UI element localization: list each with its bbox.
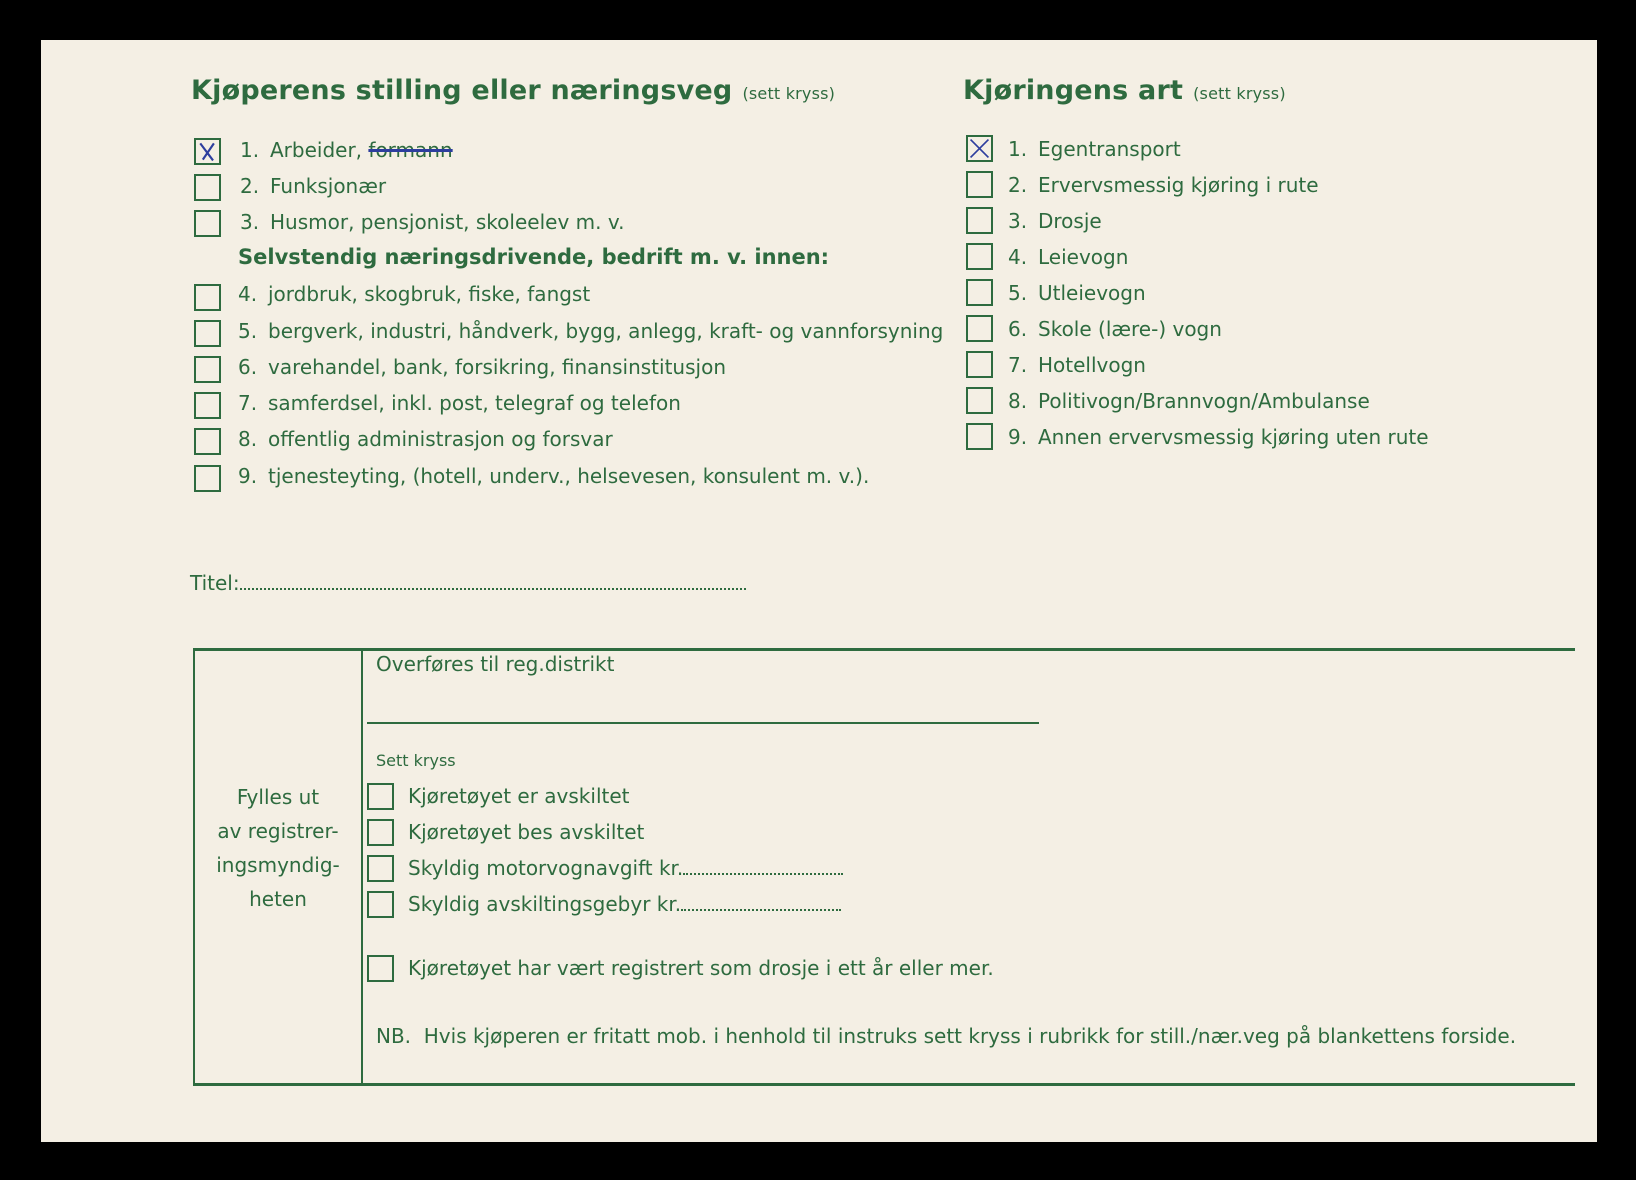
item-label: tjenesteyting, (hotell, underv., helsevesen, konsulent m. v.). bbox=[268, 464, 870, 488]
item-label: Funksjonær bbox=[270, 174, 387, 198]
box-top-border bbox=[193, 648, 1575, 651]
driving-item-5 bbox=[1008, 281, 1146, 305]
occupation-checkbox-6[interactable] bbox=[194, 356, 221, 383]
driving-item-1 bbox=[1008, 137, 1181, 161]
item-label: varehandel, bank, forsikring, finansinstitusjon bbox=[268, 355, 726, 379]
occupation-item-1 bbox=[240, 138, 453, 162]
plate-fee-label: Skyldig avskiltingsgebyr kr. bbox=[408, 892, 682, 916]
request-deregister-label: Kjøretøyet bes avskiltet bbox=[408, 820, 645, 844]
driving-item-4 bbox=[1008, 245, 1128, 269]
heading-text: Kjøperens stilling eller næringsveg bbox=[191, 75, 733, 106]
item-label: samferdsel, inkl. post, telegraf og telefon bbox=[268, 391, 681, 415]
item-label: Husmor, pensjonist, skoleelev m. v. bbox=[270, 210, 625, 234]
deregistered-label: Kjøretøyet er avskiltet bbox=[408, 784, 630, 808]
item-number: 4. bbox=[1008, 245, 1028, 269]
item-number: 1. bbox=[240, 138, 260, 162]
side-label-line: heten bbox=[249, 887, 307, 911]
driving-item-7 bbox=[1008, 353, 1146, 377]
self-employed-subheading: Selvstendig næringsdrivende, bedrift m. v. innen: bbox=[238, 245, 830, 269]
driving-checkbox-3[interactable] bbox=[966, 207, 993, 234]
check-mark-icon bbox=[968, 137, 991, 160]
item-label: Arbeider, bbox=[270, 138, 369, 162]
item-number: 1. bbox=[1008, 137, 1028, 161]
buyer-occupation-heading bbox=[191, 75, 835, 106]
driving-checkbox-8[interactable] bbox=[966, 387, 993, 414]
nb-note bbox=[376, 1024, 1516, 1048]
occupation-checkbox-7[interactable] bbox=[194, 392, 221, 419]
plate-fee-field[interactable] bbox=[408, 892, 841, 916]
item-label: jordbruk, skogbruk, fiske, fangst bbox=[268, 282, 591, 306]
item-number: 5. bbox=[238, 319, 258, 343]
item-label: Egentransport bbox=[1038, 137, 1181, 161]
item-label: Drosje bbox=[1038, 209, 1102, 233]
driving-item-2 bbox=[1008, 173, 1319, 197]
item-label: Ervervsmessig kjøring i rute bbox=[1038, 173, 1319, 197]
vehicle-tax-dotted-line bbox=[683, 857, 843, 875]
plate-fee-checkbox[interactable] bbox=[367, 891, 394, 918]
item-number: 6. bbox=[1008, 317, 1028, 341]
heading-text: Kjøringens art bbox=[963, 75, 1184, 106]
driving-item-8 bbox=[1008, 389, 1370, 413]
title-field[interactable] bbox=[190, 571, 746, 595]
driving-checkbox-9[interactable] bbox=[966, 423, 993, 450]
registry-side-label bbox=[195, 780, 361, 916]
item-label: Politivogn/Brannvogn/Ambulanse bbox=[1038, 389, 1370, 413]
driving-checkbox-6[interactable] bbox=[966, 315, 993, 342]
item-number: 8. bbox=[238, 427, 258, 451]
heading-note: (sett kryss) bbox=[742, 84, 836, 103]
occupation-item-2 bbox=[240, 174, 386, 198]
item-label: Skole (lære-) vogn bbox=[1038, 317, 1222, 341]
item-label: bergverk, industri, håndverk, bygg, anlegg, kraft- og vannforsyning bbox=[268, 319, 944, 343]
sett-kryss-label: Sett kryss bbox=[376, 751, 456, 770]
driving-item-3 bbox=[1008, 209, 1102, 233]
item-number: 7. bbox=[238, 391, 258, 415]
item-number: 6. bbox=[238, 355, 258, 379]
occupation-item-5 bbox=[238, 319, 943, 343]
item-label: offentlig administrasjon og forsvar bbox=[268, 427, 613, 451]
occupation-checkbox-4[interactable] bbox=[194, 284, 221, 311]
item-number: 7. bbox=[1008, 353, 1028, 377]
side-label-line: Fylles ut bbox=[236, 785, 320, 809]
occupation-checkbox-3[interactable] bbox=[194, 210, 221, 237]
driving-item-9 bbox=[1008, 425, 1429, 449]
request-deregister-checkbox[interactable] bbox=[367, 819, 394, 846]
driving-item-6 bbox=[1008, 317, 1222, 341]
driving-checkbox-5[interactable] bbox=[966, 279, 993, 306]
driving-checkbox-2[interactable] bbox=[966, 171, 993, 198]
taxi-registered-checkbox[interactable] bbox=[367, 955, 394, 982]
occupation-checkbox-9[interactable] bbox=[194, 465, 221, 492]
title-dotted-line bbox=[240, 572, 746, 590]
item-label: Leievogn bbox=[1038, 245, 1129, 269]
item-label: Utleievogn bbox=[1038, 281, 1146, 305]
item-number: 3. bbox=[240, 210, 260, 234]
nb-label: NB. bbox=[376, 1024, 412, 1048]
title-label: Titel: bbox=[190, 571, 240, 595]
side-label-line: av registrer- bbox=[217, 819, 339, 843]
vehicle-tax-checkbox[interactable] bbox=[367, 855, 394, 882]
side-label-line: ingsmyndig- bbox=[216, 853, 340, 877]
plate-fee-dotted-line bbox=[681, 893, 841, 911]
occupation-item-4 bbox=[238, 282, 590, 306]
driving-checkbox-7[interactable] bbox=[966, 351, 993, 378]
item-label: Annen ervervsmessig kjøring uten rute bbox=[1038, 425, 1429, 449]
item-number: 4. bbox=[238, 282, 258, 306]
occupation-item-7 bbox=[238, 391, 681, 415]
item-number: 8. bbox=[1008, 389, 1028, 413]
vehicle-tax-label: Skyldig motorvognavgift kr. bbox=[408, 856, 684, 880]
item-number: 2. bbox=[240, 174, 260, 198]
item-number: 9. bbox=[238, 464, 258, 488]
driving-type-heading bbox=[963, 75, 1286, 106]
box-divider bbox=[361, 648, 363, 1086]
item-number: 9. bbox=[1008, 425, 1028, 449]
taxi-registered-label: Kjøretøyet har vært registrert som drosje i ett år eller mer. bbox=[408, 956, 994, 980]
driving-checkbox-1[interactable] bbox=[966, 135, 993, 162]
nb-text: Hvis kjøperen er fritatt mob. i henhold til instruks sett kryss i rubrikk for still./nær.veg på blankettens forside. bbox=[423, 1024, 1517, 1048]
occupation-checkbox-8[interactable] bbox=[194, 428, 221, 455]
struck-label: formann bbox=[368, 138, 453, 162]
transfer-district-line[interactable] bbox=[367, 722, 1039, 724]
item-number: 5. bbox=[1008, 281, 1028, 305]
occupation-item-9 bbox=[238, 464, 869, 488]
occupation-item-8 bbox=[238, 427, 613, 451]
occupation-item-3 bbox=[240, 210, 624, 234]
deregistered-checkbox[interactable] bbox=[367, 783, 394, 810]
box-bottom-border bbox=[193, 1083, 1575, 1086]
item-label: Hotellvogn bbox=[1038, 353, 1146, 377]
item-number: 3. bbox=[1008, 209, 1028, 233]
transfer-district-label: Overføres til reg.distrikt bbox=[376, 652, 615, 676]
driving-checkbox-4[interactable] bbox=[966, 243, 993, 270]
item-number: 2. bbox=[1008, 173, 1028, 197]
occupation-item-6 bbox=[238, 355, 726, 379]
form-sheet bbox=[41, 40, 1597, 1142]
occupation-checkbox-2[interactable] bbox=[194, 174, 221, 201]
check-mark-icon bbox=[196, 140, 219, 163]
vehicle-tax-field[interactable] bbox=[408, 856, 843, 880]
occupation-checkbox-5[interactable] bbox=[194, 320, 221, 347]
heading-note: (sett kryss) bbox=[1193, 84, 1286, 103]
occupation-checkbox-1[interactable] bbox=[194, 138, 221, 165]
